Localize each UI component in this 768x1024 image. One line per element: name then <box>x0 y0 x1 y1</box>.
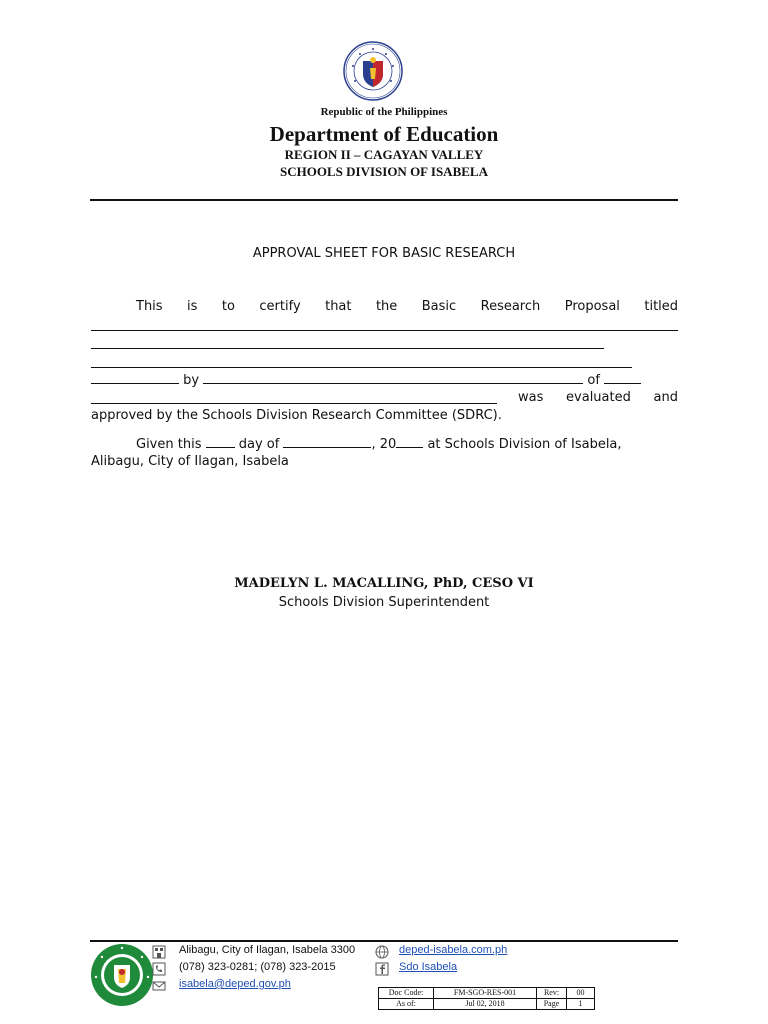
building-icon <box>152 945 166 959</box>
republic-heading: Republic of the Philippines <box>320 106 448 118</box>
school-blank-line[interactable] <box>91 403 497 404</box>
doc-code-label: Doc Code: <box>379 988 434 999</box>
page-value: 1 <box>567 999 595 1010</box>
given-line: Given this day of , 20 at Schools Division of Isabela, <box>136 437 622 452</box>
deped-seal-logo <box>337 41 409 101</box>
footer-divider <box>90 940 678 942</box>
year-blank[interactable] <box>396 435 423 448</box>
signatory-name: MADELYN L. MACALLING, PhD, CESO VI <box>234 576 534 591</box>
header-divider <box>90 199 678 201</box>
approved-line: approved by the Schools Division Research Committee (SDRC). <box>91 408 502 423</box>
day-blank[interactable] <box>206 435 235 448</box>
division-heading: SCHOOLS DIVISION OF ISABELA <box>280 164 488 179</box>
date-blank[interactable] <box>91 371 179 384</box>
of-label: of <box>587 373 600 388</box>
evaluated-words: was evaluated and <box>518 390 678 405</box>
school-blank-short[interactable] <box>604 371 641 384</box>
footer-website-link[interactable]: deped-isabela.com.ph <box>399 944 508 956</box>
signatory-title: Schools Division Superintendent <box>278 595 490 610</box>
author-line <box>91 371 678 389</box>
author-blank[interactable] <box>203 371 583 384</box>
phone-icon <box>152 962 166 976</box>
globe-icon <box>375 945 389 959</box>
footer-address: Alibagu, City of Ilagan, Isabela 3300 <box>179 944 356 956</box>
footer-email-link[interactable]: isabela@deped.gov.ph <box>179 978 291 990</box>
title-blank-line-2[interactable] <box>91 348 604 349</box>
month-blank[interactable] <box>283 435 371 448</box>
page-label: Page <box>537 999 567 1010</box>
region-heading: REGION II – CAGAYAN VALLEY <box>284 147 484 162</box>
department-heading: Department of Education <box>269 122 499 146</box>
footer-facebook-link[interactable]: Sdo Isabela <box>399 961 458 973</box>
document-title: APPROVAL SHEET FOR BASIC RESEARCH <box>252 246 516 261</box>
certify-sentence: This is to certify that the Basic Research Proposal titled <box>136 299 679 314</box>
by-label: by <box>183 373 200 388</box>
as-of-value: Jul 02, 2018 <box>434 999 537 1010</box>
as-of-label: As of: <box>379 999 434 1010</box>
email-icon <box>152 979 166 993</box>
rev-value: 00 <box>567 988 595 999</box>
address-line: Alibagu, City of Ilagan, Isabela <box>91 454 289 469</box>
document-control-table <box>378 987 595 1010</box>
sdo-isabela-seal-logo <box>90 943 154 1007</box>
facebook-icon <box>375 962 389 976</box>
doc-code-value: FM-SGO-RES-001 <box>434 988 537 999</box>
title-blank-line-3[interactable] <box>91 367 632 368</box>
rev-label: Rev: <box>537 988 567 999</box>
title-blank-line-1[interactable] <box>91 330 678 331</box>
footer-phone: (078) 323-0281; (078) 323-2015 <box>179 961 336 973</box>
